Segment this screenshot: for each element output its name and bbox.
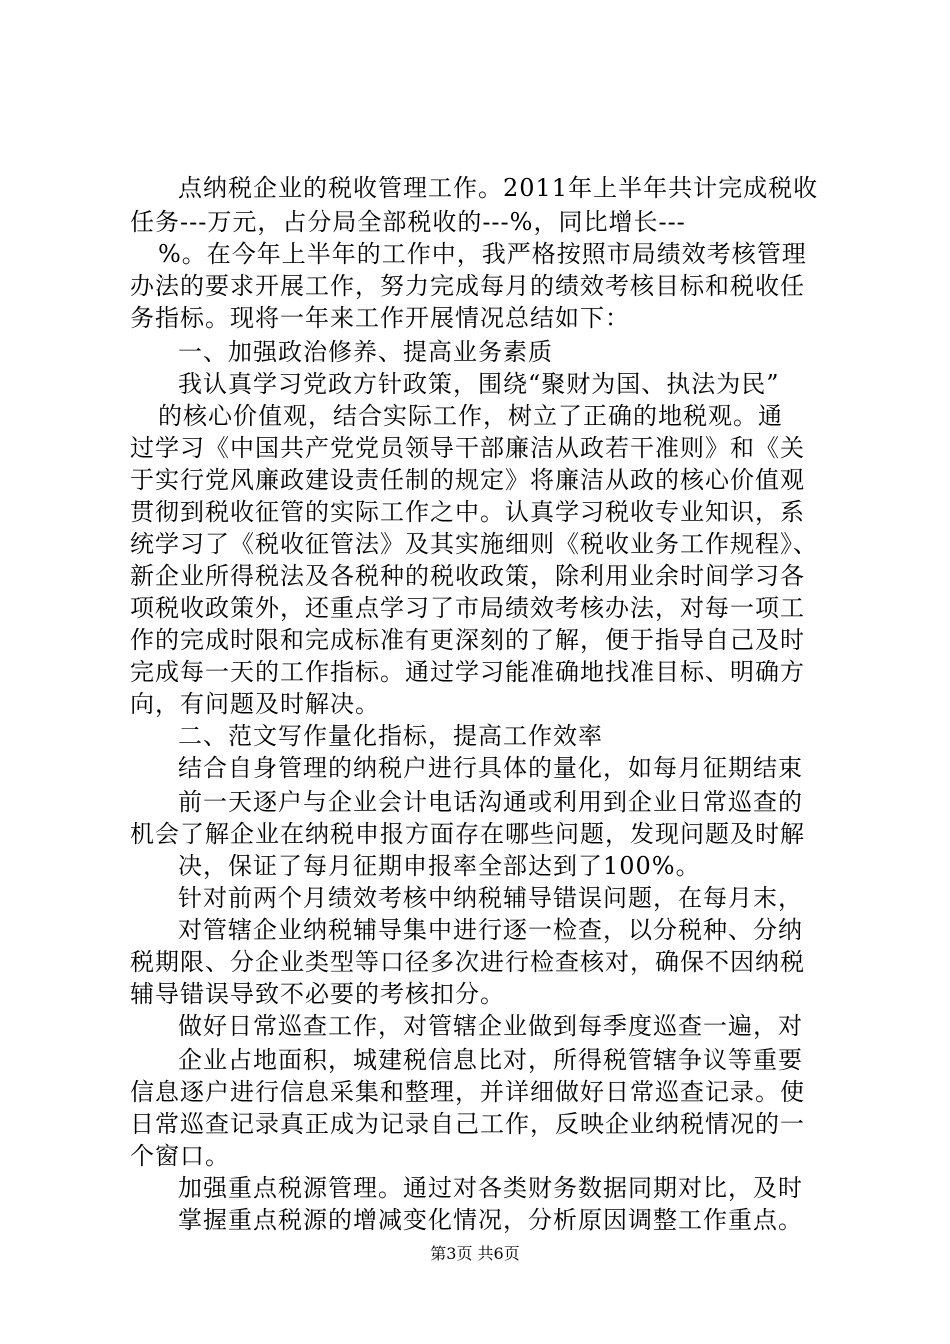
text-line: 税期限、分企业类型等口径多次进行检查核对，确保不因纳税: [130, 948, 805, 976]
text-line: 信息逐户进行信息采集和整理，并详细做好日常巡查记录。使: [130, 1078, 805, 1106]
text-line: 一、加强政治修养、提高业务素质: [178, 338, 553, 366]
text-line: 新企业所得税法及各税种的税收政策，除利用业余时间学习各: [130, 562, 805, 590]
text-line: 二、范文写作量化指标，提高工作效率: [178, 722, 603, 750]
text-line: 针对前两个月绩效考核中纳税辅导错误问题，在每月末，: [178, 884, 803, 912]
text-line: %。在今年上半年的工作中，我严格按照市局绩效考核管理: [158, 240, 807, 268]
text-line: 统学习了《税收征管法》及其实施细则《税收业务工作规程》、: [130, 530, 818, 558]
text-line: 完成每一天的工作指标。通过学习能准确地找准目标、明确方: [130, 658, 805, 686]
text-line: 我认真学习党政方针政策，围绕“聚财为国、执法为民”: [178, 370, 780, 398]
text-line: 项税收政策外，还重点学习了市局绩效考核办法，对每一项工: [130, 594, 805, 622]
text-line: 的核心价值观，结合实际工作，树立了正确的地税观。通: [158, 402, 783, 430]
text-line: 向，有问题及时解决。: [130, 690, 380, 718]
text-line: 点纳税企业的税收管理工作。2011年上半年共计完成税收: [178, 174, 819, 202]
text-line: 个窗口。: [130, 1142, 230, 1170]
text-line: 对管辖企业纳税辅导集中进行逐一检查，以分税种、分纳: [178, 916, 803, 944]
text-line: 于实行党风廉政建设责任制的规定》将廉洁从政的核心价值观: [130, 466, 805, 494]
text-line: 日常巡查记录真正成为记录自己工作，反映企业纳税情况的一: [130, 1110, 805, 1138]
text-line: 前一天逐户与企业会计电话沟通或利用到企业日常巡查的: [178, 788, 803, 816]
text-line: 做好日常巡查工作，对管辖企业做到每季度巡查一遍，对: [178, 1012, 803, 1040]
text-line: 企业占地面积，城建税信息比对，所得税管辖争议等重要: [178, 1046, 803, 1074]
text-line: 决，保证了每月征期申报率全部达到了100%。: [178, 852, 701, 880]
text-line: 办法的要求开展工作，努力完成每月的绩效考核目标和税收任: [130, 272, 805, 300]
text-line: 任务---万元，占分局全部税收的---%，同比增长---: [130, 208, 686, 236]
text-line: 掌握重点税源的增减变化情况，分析原因调整工作重点。: [178, 1206, 803, 1234]
text-line: 贯彻到税收征管的实际工作之中。认真学习税收专业知识，系: [130, 498, 805, 526]
text-line: 结合自身管理的纳税户进行具体的量化，如每月征期结束: [178, 754, 803, 782]
page-footer: 第3页 共6页: [430, 1244, 520, 1263]
text-line: 加强重点税源管理。通过对各类财务数据同期对比，及时: [178, 1174, 803, 1202]
text-line: 作的完成时限和完成标准有更深刻的了解，便于指导自己及时: [130, 626, 805, 654]
text-line: 机会了解企业在纳税申报方面存在哪些问题，发现问题及时解: [130, 820, 805, 848]
text-line: 辅导错误导致不必要的考核扣分。: [130, 980, 505, 1008]
text-line: 过学习《中国共产党党员领导干部廉洁从政若干准则》和《关: [130, 434, 805, 462]
text-line: 务指标。现将一年来工作开展情况总结如下：: [130, 304, 630, 332]
